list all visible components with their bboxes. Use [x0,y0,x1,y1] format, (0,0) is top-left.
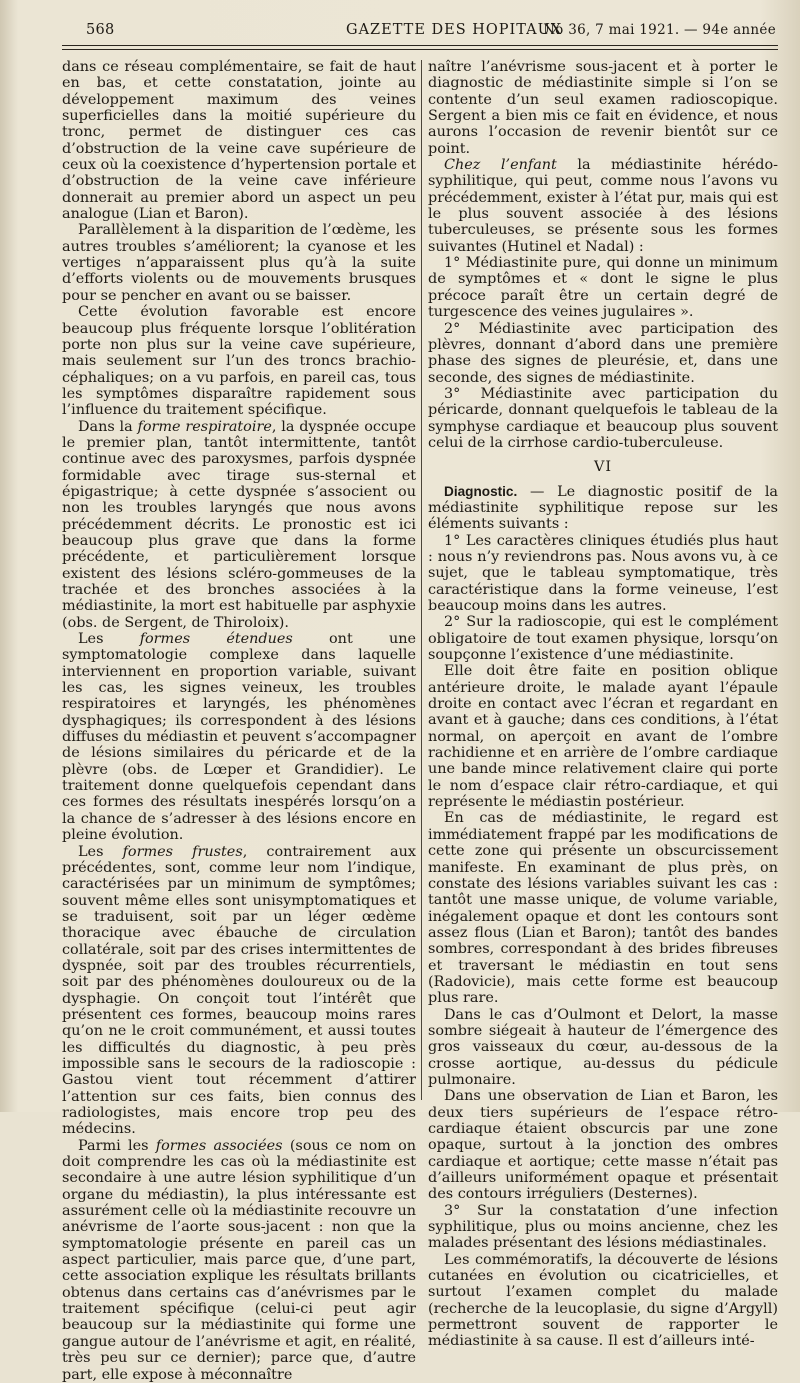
numbered-item: 1° Médiastinite pure, qui donne un minimum de symptômes et « dont le signe le plus précoce paraît être un certain degré de turgescence des veines jugulaires ». [428,255,778,321]
page-number: 568 [86,22,115,38]
paragraph-body: , la dyspnée occupe le premier plan, tantôt intermittente, tantôt continue avec des paroxysmes, parfois dyspnée formidable avec tirage sus-sternal et épigastrique; à cette dyspnée s’associent ou non les troubles laryngés que nous avons précédemment décrits. Le pronostic est ici beaucoup plus grave que dans la forme précédente, et particulièrement lorsque existent des lésions scléro-gommeuses de la trachée et des bronches associées à la médiastinite, la mort est habituelle par asphyxie (obs. de Sergent, de Thiroloix). [62,418,416,631]
paragraph: En cas de médiastinite, le regard est immédiatement frappé par les modifications de cette zone qui présente un obscurcissement manifeste. En examinant de plus près, on constate des lésions variables suivant les cas : tantôt une masse unique, de volume variable, inégalement opaque et dont les contours sont assez flous (Lian et Baron); tantôt des bandes sombres, correspondant à des brides fibreuses et traversant le médiastin en tout sens (Radovicie), mais cette forme est beaucoup plus rare. [428,810,778,1007]
paragraph: Elle doit être faite en position oblique antérieure droite, le malade ayant l’épaule droite en contact avec l’écran et regardant en avant et à gauche; dans ces conditions, à l’état normal, on aperçoit en avant de l’ombre rachidienne et en arrière de l’ombre cardiaque une bande mince relativement claire qui porte le nom d’espace clair rétro-cardiaque, et qui représente le médiastin postérieur. [428,663,778,811]
form-title: formes frustes [122,843,243,860]
paragraph: Les commémoratifs, la découverte de lésions cutanées en évolution ou cicatricielles, et surtout l’examen complet du malade (recherche de la leucoplasie, du signe d’Argyll) permettront souvent de rapporter le médiastinite à sa cause. Il est d’ailleurs inté- [428,1251,778,1350]
paragraph [62,419,416,631]
numbered-item: 2° Sur la radioscopie, qui est le complément obligatoire de tout examen physique, lorsqu’on soupçonne l’existence d’une médiastinite. [428,614,778,664]
paragraph: Dans une observation de Lian et Baron, les deux tiers supérieurs de l’espace rétro-cardiaque étaient obscurcis par une zone opaque, surtout à la jonction des ombres cardiaque et aortique; cette masse n’était pas d’ailleurs uniformément opaque et présentait des contours irréguliers (Desternes). [428,1088,778,1203]
paragraph [62,631,416,843]
paragraph-lead: Parmi les [78,1137,156,1154]
paragraph-body: , contrairement aux précédentes, sont, comme leur nom l’indique, caractérisées par un minimum de symptômes; souvent même elles sont unisymptomatiques et se traduisent, soit par un léger œdème thoracique avec ébauche de circulation collatérale, soit par des crises intermittentes de dyspnée, soit par des troubles récurrentiels, soit par des phénomènes douloureux ou de la dysphagie. On conçoit tout l’intérêt que présentent ces formes, beaucoup moins rares qu’on ne le croit communément, et aussi toutes les difficultés du diagnostic, à peu près impossible sans le secours de la radioscopie : Gastou vient tout récemment d’attirer l’attention sur ces faits, bien connus des radiologistes, mais encore trop peu des médecins. [62,843,416,1138]
paragraph [62,844,416,1138]
issue-info: No 36, 7 mai 1921. — 94e année [543,22,776,38]
numbered-item: 1° Les caractères cliniques étudiés plus haut : nous n’y reviendrons pas. Nous avons vu, à ce sujet, que le tableau symptomatique, très caractéristique dans la forme veineuse, l’est beaucoup moins dans les autres. [428,532,778,614]
paragraph-lead: Dans la [78,418,138,435]
paragraph-body: (sous ce nom on doit comprendre les cas où la médiastinite est secondaire à une autre lésion syphilitique d’un organe du médiastin), la plus intéressante est assurément celle où la médiastinite recouvre un anévrisme de l’aorte sous-jacent : non que la symptomatologie présente en pareil cas un aspect particulier, mais parce que, d’une part, cette association explique les résultats brillants obtenus dans certains cas d’anévrismes par le traitement spécifique (celui-ci peut agir beaucoup sur la médiastinite qui forme une gangue autour de l’anévrisme et agit, en réalité, très peu sur ce dernier); parce que, d’autre part, elle expose à méconnaître [62,1137,417,1383]
paragraph [428,484,778,533]
journal-title: GAZETTE DES HOPITAUX [346,22,563,38]
paragraph [62,1138,416,1383]
form-title: forme respiratoire [137,418,272,435]
paragraph: naître l’anévrisme sous-jacent et à porter le diagnostic de médiastinite simple si l’on se contente d’un seul examen radioscopique. Sergent a bien mis ce fait en évidence, et nous aurons l’occasion de revenir bientôt sur ce point. [428,59,778,157]
paragraph: Parallèlement à la disparition de l’œdème, les autres troubles s’améliorent; la cyanose et les vertiges n’apparaissent plus qu’à la suite d’efforts violents ou de mouvements brusques pour se pencher en avant ou se baisser. [62,222,416,304]
paragraph-body: ont une symptomatologie complexe dans laquelle interviennent en proportion variable, suivant les cas, les signes veineux, les troubles respiratoires et laryngés, les phénomènes dysphagiques; ils correspondent à des lésions diffuses du médiastin et peuvent s’accompagner de lésions similaires du péricarde et de la plèvre (obs. de Lœper et Grandidier). Le traitement donne quelquefois cependant dans ces formes des résultats inespérés lorsqu’on a la chance de s’adresser à des lésions encore en pleine évolution. [62,631,416,844]
paragraph-lead: Les [78,843,123,860]
numbered-item: 3° Sur la constatation d’une infection syphilitique, plus ou moins ancienne, chez les malades présentant des lésions médiastinales. [428,1202,778,1252]
paragraph-body: la médiastinite hérédo-syphilitique, qui peut, comme nous l’avons vu précédemment, exister à l’état pur, mais qui est le plus souvent associée à des lésions tuberculeuses, se présente sous les formes suivantes (Hutinel et Nadal) : [428,157,778,255]
paragraph: Dans le cas d’Oulmont et Delort, la masse sombre siégeait à hauteur de l’émergence des gros vaisseaux du cœur, au-dessous de la crosse aortique, au-dessus du pédicule pulmonaire. [428,1006,778,1088]
header-rule-thick [62,45,778,46]
paragraph: dans ce réseau complémentaire, se fait de haut en bas, et cette constatation, jointe au développement maximum des veines superficielles dans la moitié supérieure du tronc, permet de distinguer ces cas d’obstruction de la veine cave supérieure de ceux où la coexistence d’hypertension portale et d’obstruction de la veine cave inférieure donnerait au premier abord un aspect un peu analogue (Lian et Baron). [62,59,416,223]
section-keyword: Diagnostic. [444,483,518,499]
paragraph-body: — Le diagnostic positif de la médiastinite syphilitique repose sur les éléments suivants : [428,483,778,533]
form-title: formes associées [155,1137,283,1154]
section-number: VI [593,459,613,476]
running-header [86,22,776,44]
column-divider [421,60,422,1100]
numbered-item: 2° Médiastinite avec participation des plèvres, donnant d’abord dans une première phase des signes de pleurésie, et, dans une seconde, des signes de médiastinite. [428,320,778,386]
paragraph [428,157,778,255]
paragraph-lead: Les [78,631,140,648]
right-column [428,59,778,1350]
form-title: formes étendues [139,631,293,648]
header-rule-thin [62,49,778,50]
left-column [62,59,417,1383]
paragraph: Cette évolution favorable est encore beaucoup plus fréquente lorsque l’oblitération porte non plus sur la veine cave supérieure, mais seulement sur l’un des troncs brachio-céphaliques; on a vu parfois, en pareil cas, tous les symptômes disparaître rapidement sous l’influence du traitement spécifique. [62,304,416,419]
subject-title: Chez l’enfant [444,157,557,174]
numbered-item: 3° Médiastinite avec participation du péricarde, donnant quelquefois le tableau de la symphyse cardiaque et beaucoup plus souvent celui de la cirrhose cardio-tuberculeuse. [428,385,778,451]
